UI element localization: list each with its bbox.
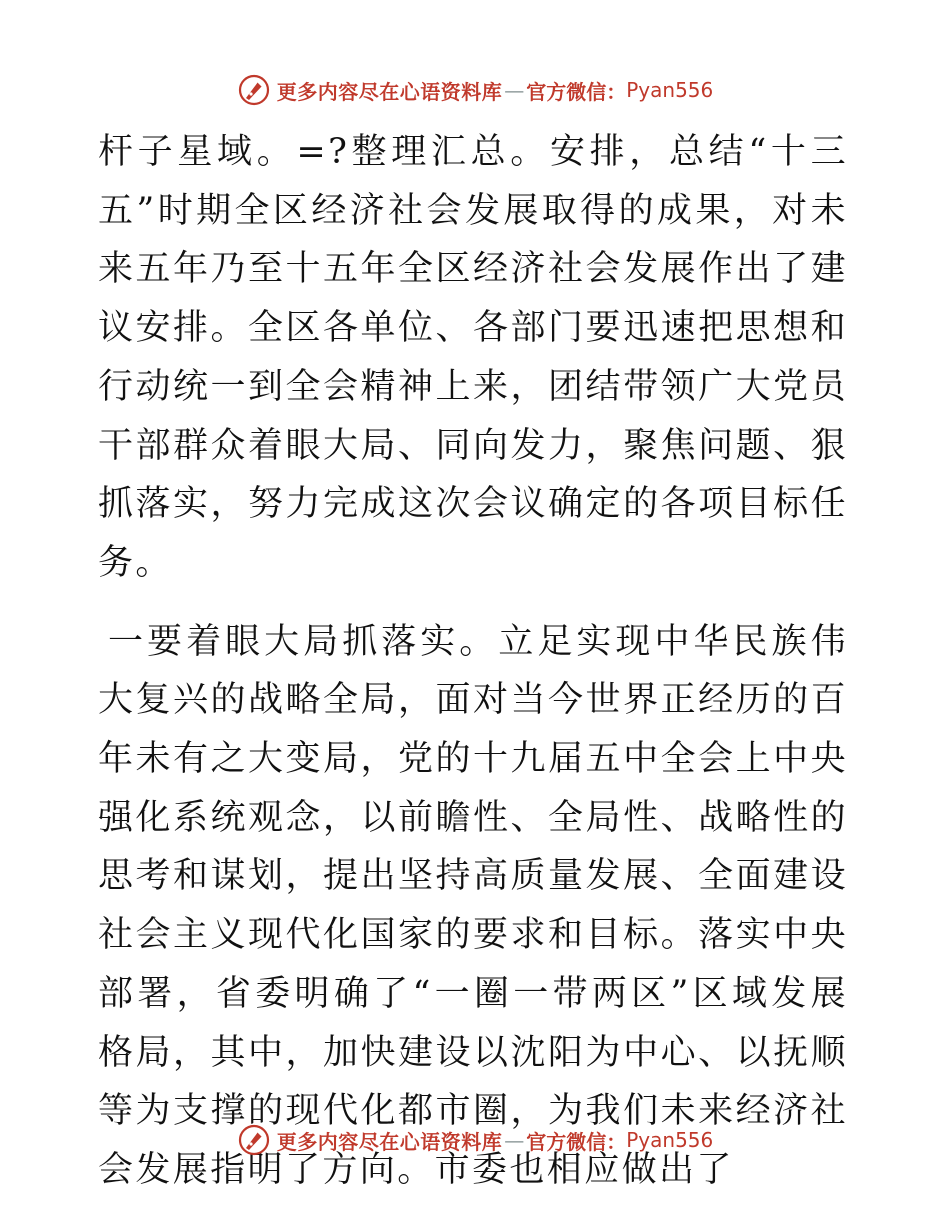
paragraph: 一要着眼大局抓落实。立足实现中华民族伟大复兴的战略全局，面对当今世界正经历的百年未有之大变局，党的十九届五中全会上中央强化系统观念，以前瞻性、全局性、战略性的思考和谋划，提出坚持高质量发展、全面建设社会主义现代化国家的要求和目标。落实中央部署，省委明确了“一圈一带两区”区域发展格局，其中，加快建设以沈阳为中心、以抚顺等为支撑的现代化都市圈，为我们未来经济社会发展指明了方向。市委也相应做出了 [98,621,848,1190]
footer-separator: — [504,1128,525,1152]
document-body [98,123,848,1200]
footer-wechat-label: 官方微信： [526,1129,627,1154]
header-wechat-label: 官方微信： [526,79,627,104]
header-separator: — [504,78,525,102]
header-wechat-id: Pyan556 [626,78,714,102]
paragraph: 杆子星域。=?整理汇总。安排，总结“十三五”时期全区经济社会发展取得的成果，对未来五年乃至十五年全区经济社会发展作出了建议安排。全区各单位、各部门要迅速把思想和行动统一到全会精神上来，团结带领广大党员干部群众着眼大局、同向发力，聚焦问题、狠抓落实，努力完成这次会议确定的各项目标任务。 [98,132,848,583]
footer-banner [0,1118,950,1162]
header-banner [0,68,950,112]
pen-nib-logo-icon [237,73,271,107]
footer-wechat-id: Pyan556 [626,1128,714,1152]
footer-promo-text: 更多内容尽在心语资料库 [276,1129,503,1154]
header-promo-text: 更多内容尽在心语资料库 [276,79,503,104]
pen-nib-logo-icon [237,1123,271,1157]
